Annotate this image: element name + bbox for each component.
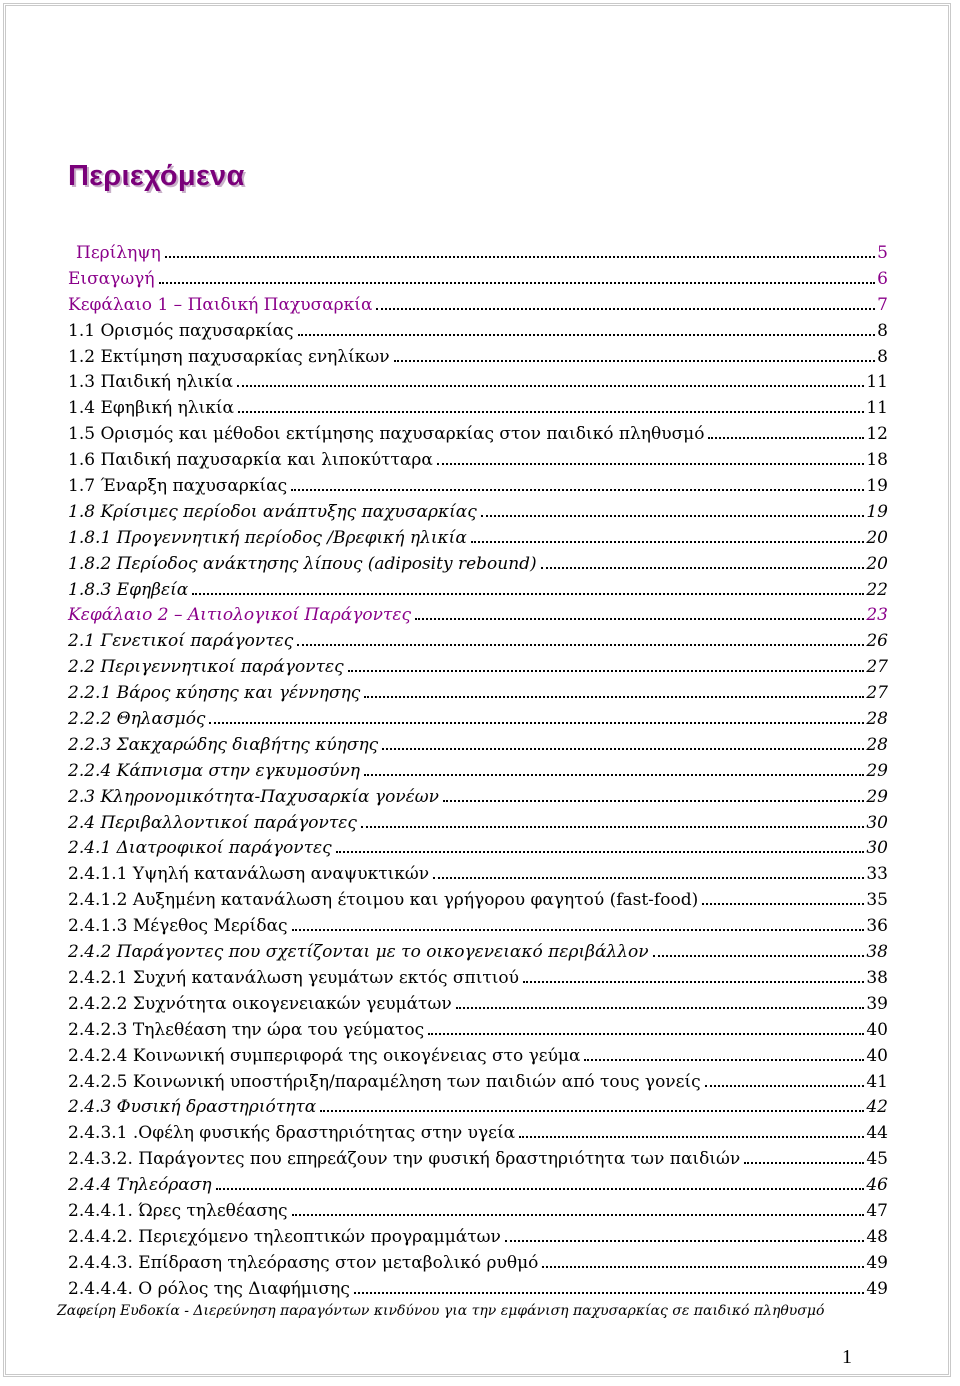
toc-entry-page: 44	[866, 1123, 888, 1144]
toc-entry-page: 38	[866, 967, 888, 988]
dot-leader	[348, 670, 865, 672]
dot-leader	[433, 877, 864, 879]
toc-entry-title: 2.4.4.3. Επίδραση τηλεόρασης στον μεταβολικό ρυθμό	[68, 1252, 539, 1273]
dot-leader	[238, 411, 864, 413]
toc-entry-page: 39	[866, 993, 888, 1014]
toc-entry[interactable]	[68, 1097, 888, 1123]
dot-leader	[364, 774, 864, 776]
dot-leader	[505, 1240, 865, 1242]
dot-leader	[216, 1188, 865, 1190]
toc-entry-page: 42	[866, 1097, 888, 1118]
toc-entry[interactable]	[68, 864, 888, 890]
toc-entry[interactable]	[68, 631, 888, 657]
toc-entry-page: 48	[866, 1226, 888, 1247]
toc-entry-title: Περίληψη	[76, 243, 161, 263]
toc-entry[interactable]	[68, 424, 888, 450]
toc-entry-page: 49	[866, 1252, 888, 1273]
toc-entry-page: 29	[866, 760, 888, 781]
toc-entry-page: 38	[866, 942, 888, 963]
dot-leader	[653, 955, 865, 957]
dot-leader	[376, 308, 875, 310]
dot-leader	[428, 1033, 864, 1035]
toc-entry-title: 1.8.3 Εφηβεία	[68, 579, 189, 600]
toc-entry[interactable]	[68, 709, 888, 735]
toc-entry[interactable]	[68, 372, 888, 398]
toc-entry-title: 2.3 Κληρονομικότητα-Παχυσαρκία γονέων	[68, 786, 439, 807]
dot-leader	[481, 515, 865, 517]
toc-entry-page: 23	[866, 605, 888, 626]
toc-entry-page: 40	[866, 1045, 888, 1066]
toc-entry-title: 1.7 Έναρξη παχυσαρκίας	[68, 476, 288, 497]
toc-entry-page: 35	[866, 890, 888, 911]
toc-entry[interactable]	[68, 450, 888, 476]
dot-leader	[354, 1292, 865, 1294]
toc-entry-page: 8	[877, 346, 888, 367]
toc-entry-page: 29	[866, 786, 888, 807]
toc-entry-page: 45	[866, 1149, 888, 1170]
toc-entry[interactable]	[68, 295, 888, 321]
toc-entry[interactable]	[68, 968, 888, 994]
toc-entry-page: 18	[866, 450, 888, 471]
toc-entry[interactable]	[68, 735, 888, 761]
toc-entry-page: 40	[866, 1019, 888, 1040]
toc-entry-title: 1.8 Κρίσιμες περίοδοι ανάπτυξης παχυσαρκίας	[68, 501, 477, 522]
toc-entry[interactable]	[68, 916, 888, 942]
toc-entry-title: 2.2.4 Κάπνισμα στην εγκυμοσύνη	[68, 760, 360, 781]
toc-entry-title: 2.4.4.2. Περιεχόμενο τηλεοπτικών προγραμμάτων	[68, 1226, 501, 1247]
toc-entry-title: 2.2.3 Σακχαρώδης διαβήτης κύησης	[68, 734, 379, 755]
toc-entry-title: 2.4.2.5 Κοινωνική υποστήριξη/παραμέληση των παιδιών από τους γονείς	[68, 1071, 701, 1092]
table-of-contents	[68, 243, 888, 1305]
dot-leader	[519, 1136, 864, 1138]
toc-entry-title: 2.2.2 Θηλασμός	[68, 709, 206, 730]
toc-entry-title: 1.3 Παιδική ηλικία	[68, 372, 233, 393]
dot-leader	[292, 1214, 865, 1216]
toc-entry-title: 2.4 Περιβαλλοντικοί παράγοντες	[68, 812, 357, 833]
toc-entry[interactable]	[68, 1046, 888, 1072]
toc-entry-page: 27	[866, 657, 888, 678]
toc-entry[interactable]	[68, 787, 888, 813]
dot-leader	[192, 593, 864, 595]
toc-entry-page: 28	[866, 709, 888, 730]
toc-entry-title: 1.6 Παιδική παχυσαρκία και λιποκύτταρα	[68, 450, 433, 471]
toc-entry-page: 20	[866, 553, 888, 574]
toc-entry-title: 2.1 Γενετικοί παράγοντες	[68, 631, 294, 652]
dot-leader	[165, 256, 875, 258]
toc-entry-page: 5	[877, 243, 888, 263]
toc-entry-page: 26	[866, 631, 888, 652]
toc-entry-title: 2.4.1.3 Μέγεθος Μερίδας	[68, 916, 288, 937]
dot-leader	[291, 489, 864, 491]
toc-entry[interactable]	[68, 269, 888, 295]
toc-entry-page: 6	[877, 268, 888, 289]
dot-leader	[702, 903, 864, 905]
toc-entry-title: 2.2.1 Βάρος κύησης και γέννησης	[68, 683, 361, 704]
toc-entry-title: 2.2 Περιγεννητικοί παράγοντες	[68, 657, 344, 678]
toc-entry[interactable]	[68, 1175, 888, 1201]
toc-entry-title: 2.4.3.2. Παράγοντες που επηρεάζουν την φυσική δραστηριότητα των παιδιών	[68, 1149, 741, 1170]
toc-entry-page: 19	[866, 476, 888, 497]
toc-entry-page: 8	[877, 320, 888, 341]
dot-leader	[336, 851, 865, 853]
dot-leader	[443, 800, 864, 802]
dot-leader	[159, 282, 876, 284]
toc-entry[interactable]	[68, 554, 888, 580]
toc-entry[interactable]	[68, 1201, 888, 1227]
toc-entry[interactable]	[68, 476, 888, 502]
toc-entry-title: 2.4.3.1 .Οφέλη φυσικής δραστηριότητας στην υγεία	[68, 1123, 516, 1144]
toc-entry[interactable]	[68, 838, 888, 864]
toc-entry-page: 46	[866, 1175, 888, 1196]
toc-entry-page: 30	[866, 812, 888, 833]
page-title: Περιεχόμενα	[68, 160, 245, 192]
toc-entry-title: 1.5 Ορισμός και μέθοδοι εκτίμησης παχυσαρκίας στον παιδικό πληθυσμό	[68, 424, 705, 445]
toc-entry-title: 2.4.1 Διατροφικοί παράγοντες	[68, 838, 332, 859]
dot-leader	[744, 1162, 864, 1164]
toc-entry[interactable]	[68, 890, 888, 916]
toc-entry[interactable]	[68, 1123, 888, 1149]
toc-entry-page: 28	[866, 734, 888, 755]
toc-entry-page: 11	[866, 372, 888, 393]
dot-leader	[541, 567, 865, 569]
toc-entry-title: 2.4.2.2 Συχνότητα οικογενειακών γευμάτων	[68, 993, 452, 1014]
toc-entry[interactable]	[68, 528, 888, 554]
toc-entry-title: 2.4.4.1. Ώρες τηλεθέασης	[68, 1200, 288, 1221]
toc-entry-title: 2.4.2.4 Κοινωνική συμπεριφορά της οικογένειας στο γεύμα	[68, 1045, 581, 1066]
toc-entry-title: 2.4.2 Παράγοντες που σχετίζονται με το οικογενειακό περιβάλλον	[68, 942, 649, 963]
toc-entry-page: 19	[866, 501, 888, 522]
dot-leader	[542, 1266, 864, 1268]
dot-leader	[364, 696, 864, 698]
toc-entry[interactable]	[68, 1253, 888, 1279]
toc-entry-page: 12	[866, 424, 888, 445]
toc-entry[interactable]	[68, 347, 888, 373]
toc-entry-title: 2.4.4 Τηλεόραση	[68, 1175, 212, 1196]
toc-entry-title: 1.2 Εκτίμηση παχυσαρκίας ενηλίκων	[68, 346, 390, 367]
toc-entry[interactable]	[68, 243, 888, 269]
page-number: 1	[842, 1346, 852, 1368]
toc-entry-title: 2.4.2.1 Συχνή κατανάλωση γευμάτων εκτός σπιτιού	[68, 967, 520, 988]
toc-entry-page: 30	[866, 838, 888, 859]
toc-entry-title: 2.4.2.3 Τηλεθέαση την ώρα του γεύματος	[68, 1019, 425, 1040]
toc-entry-title: Κεφάλαιο 1 – Παιδική Παχυσαρκία	[68, 294, 373, 315]
footer-text: Ζαφείρη Ευδοκία - Διερεύνηση παραγόντων κινδύνου για την εμφάνιση παχυσαρκίας σε παιδικό πληθυσμό	[57, 1303, 825, 1319]
toc-entry[interactable]	[68, 1020, 888, 1046]
toc-entry[interactable]	[68, 605, 888, 631]
toc-entry-page: 27	[866, 683, 888, 704]
toc-entry-title: 2.4.1.1 Υψηλή κατανάλωση αναψυκτικών	[68, 864, 430, 885]
toc-entry-page: 41	[866, 1071, 888, 1092]
dot-leader	[209, 722, 864, 724]
toc-entry-title: 1.8.2 Περίοδος ανάκτησης λίπους (adiposity rebound)	[68, 553, 537, 574]
dot-leader	[456, 1007, 865, 1009]
toc-entry-title: 2.4.1.2 Αυξημένη κατανάλωση έτοιμου και γρήγορου φαγητού (fast-food)	[68, 890, 699, 911]
toc-entry[interactable]	[68, 761, 888, 787]
dot-leader	[320, 1110, 864, 1112]
dot-leader	[394, 360, 876, 362]
toc-entry-title: 1.8.1 Προγεννητική περίοδος /Βρεφική ηλικία	[68, 527, 467, 548]
toc-entry[interactable]	[68, 1072, 888, 1098]
toc-entry[interactable]	[68, 1149, 888, 1175]
dot-leader	[523, 981, 864, 983]
toc-entry-page: 49	[866, 1278, 888, 1299]
toc-entry[interactable]	[68, 1227, 888, 1253]
dot-leader	[382, 748, 864, 750]
dot-leader	[471, 541, 865, 543]
toc-entry-title: Εισαγωγή	[68, 268, 155, 289]
toc-entry[interactable]	[68, 994, 888, 1020]
toc-entry[interactable]	[68, 502, 888, 528]
dot-leader	[415, 618, 864, 620]
dot-leader	[297, 644, 864, 646]
toc-entry-page: 20	[866, 527, 888, 548]
dot-leader	[292, 929, 865, 931]
toc-entry[interactable]	[68, 580, 888, 606]
toc-entry-page: 36	[866, 916, 888, 937]
toc-entry[interactable]	[68, 321, 888, 347]
dot-leader	[584, 1059, 864, 1061]
dot-leader	[705, 1085, 865, 1087]
toc-entry[interactable]	[68, 398, 888, 424]
toc-entry-page: 22	[866, 579, 888, 600]
dot-leader	[361, 826, 864, 828]
toc-entry[interactable]	[68, 683, 888, 709]
toc-entry[interactable]	[68, 813, 888, 839]
dot-leader	[237, 385, 864, 387]
toc-entry-title: 1.1 Ορισμός παχυσαρκίας	[68, 320, 294, 341]
dot-leader	[298, 334, 876, 336]
toc-entry-page: 33	[866, 864, 888, 885]
toc-entry-title: Κεφάλαιο 2 – Αιτιολογικοί Παράγοντες	[68, 605, 411, 626]
dot-leader	[708, 437, 864, 439]
toc-entry-title: 2.4.4.4. Ο ρόλος της Διαφήμισης	[68, 1278, 350, 1299]
toc-entry-title: 1.4 Εφηβική ηλικία	[68, 398, 235, 419]
dot-leader	[437, 463, 865, 465]
toc-entry[interactable]	[68, 942, 888, 968]
toc-entry[interactable]	[68, 1279, 888, 1305]
toc-entry-page: 11	[866, 398, 888, 419]
toc-entry[interactable]	[68, 657, 888, 683]
toc-entry-title: 2.4.3 Φυσική δραστηριότητα	[68, 1097, 317, 1118]
toc-entry-page: 47	[866, 1200, 888, 1221]
toc-entry-page: 7	[877, 294, 888, 315]
